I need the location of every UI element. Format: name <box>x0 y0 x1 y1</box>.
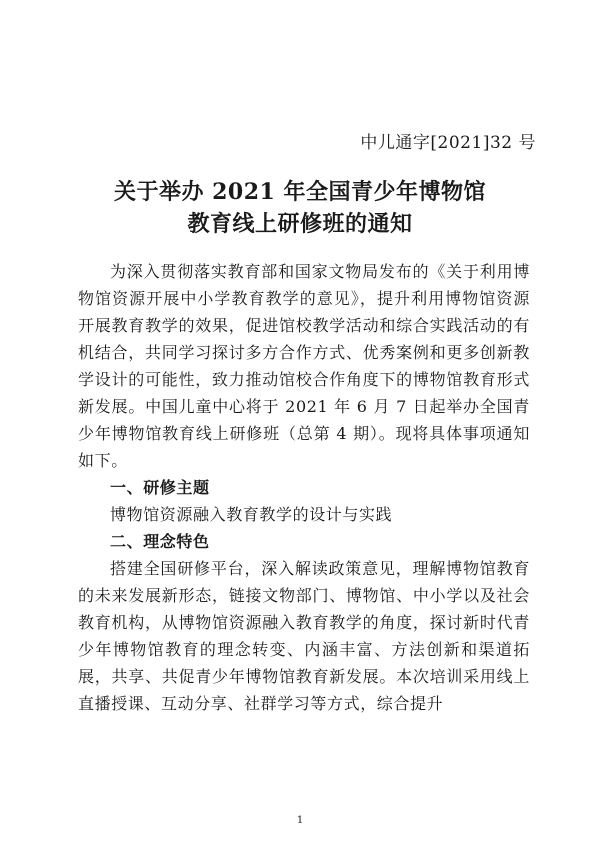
intro-paragraph: 为深入贯彻落实教育部和国家文物局发布的《关于利用博物馆资源开展中小学教育教学的意见》，提升利用博物馆资源开展教育教学的效果，促进馆校教学活动和综合实践活动的有机结合，共同学习探讨多方合作方式、优秀案例和更多创新教学设计的可能性，致力推动馆校合作角度下的博物馆教育形式新发展。中国儿童中心将于 2021 年 6 月 7 日起举办全国青少年博物馆教育线上研修班（总第 4 期）。现将具体事项通知如下。 <box>78 262 530 470</box>
section-body-theme: 博物馆资源融入教育教学的设计与实践 <box>110 505 393 524</box>
title-line-2: 教育线上研修班的通知 <box>187 211 413 237</box>
document-title <box>0 176 600 240</box>
title-line-1: 关于举办 2021 年全国青少年博物馆 <box>113 179 487 205</box>
page-number: 1 <box>296 815 304 826</box>
document-body <box>78 258 530 717</box>
section-body-features: 搭建全国研修平台，深入解读政策意见，理解博物馆教育的未来发展新形态，链接文物部门、博物馆、中小学以及社会教育机构，从博物馆资源融入教育教学的角度，探讨新时代青少年博物馆教育的理念转变、内涵丰富、方法创新和渠道拓展，共享、共促青少年博物馆教育新发展。本次培训采用线上直播授课、互动分享、社群学习等方式，综合提升 <box>78 559 530 713</box>
section-heading-features: 二、理念特色 <box>110 532 210 551</box>
section-heading-theme: 一、研修主题 <box>110 478 210 497</box>
document-number: 中儿通字[2021]32 号 <box>360 133 536 153</box>
